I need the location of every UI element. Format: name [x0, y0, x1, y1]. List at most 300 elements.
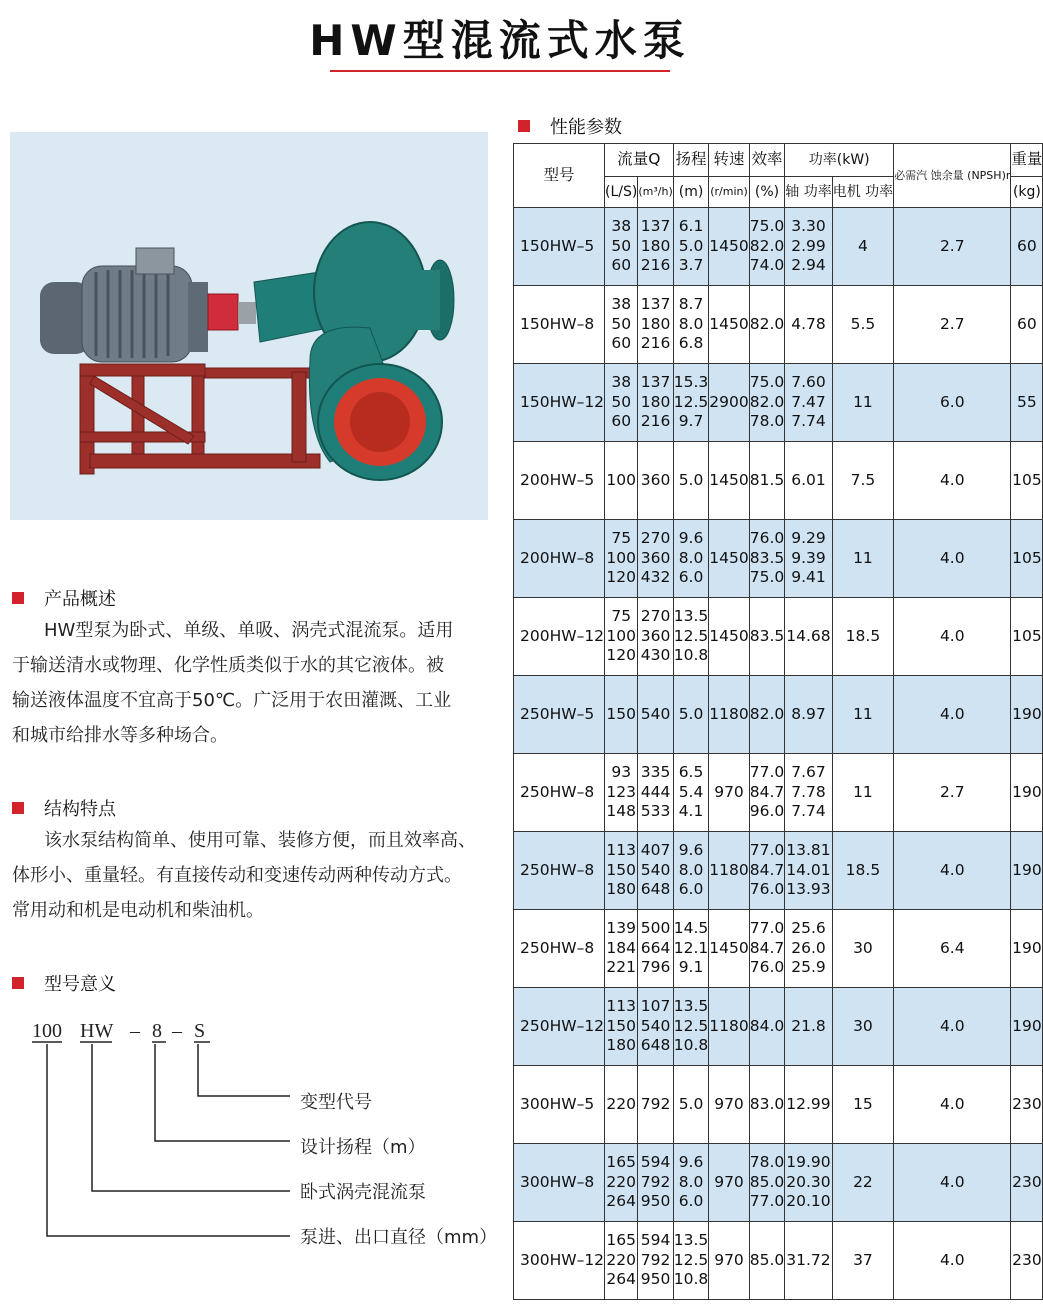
cell-value: 2.94 [791, 256, 826, 275]
cell-value: 8.0 [678, 860, 704, 879]
cell-value: 180 [606, 880, 636, 899]
cell-eff [749, 286, 785, 364]
cell-shaft [785, 208, 832, 286]
cell-weight: 60 [1011, 286, 1043, 364]
model-code-diagram [0, 1010, 510, 1270]
header-head: 扬程 [673, 144, 709, 177]
cell-npsh: 6.4 [894, 910, 1011, 988]
cell-value: 950 [640, 1270, 671, 1289]
cell-value: 8.7 [678, 295, 704, 314]
cell-value: 84.7 [749, 938, 785, 957]
header-power: 功率(kW) [785, 144, 894, 177]
cell-value: 75.0 [749, 217, 785, 236]
cell-value: 14.5 [673, 919, 709, 938]
cell-value: 500 [640, 919, 671, 938]
cell-npsh: 4.0 [894, 832, 1011, 910]
header-efficiency: 效率 [749, 144, 785, 177]
cell-model: 300HW–5 [514, 1066, 605, 1144]
cell-weight: 190 [1011, 832, 1043, 910]
table-row [514, 988, 1043, 1066]
cell-head [673, 1144, 709, 1222]
cell-model: 250HW–8 [514, 832, 605, 910]
cell-eff [749, 520, 785, 598]
cell-weight: 105 [1011, 442, 1043, 520]
header-speed-unit: (r/min) [709, 177, 749, 208]
bullet-square [12, 802, 24, 814]
cell-value: 10.8 [673, 1270, 709, 1289]
cell-motor: 4 [832, 208, 893, 286]
cell-value: 3.7 [678, 256, 704, 275]
cell-value: 25.6 [791, 919, 826, 938]
cell-head [673, 832, 709, 910]
cell-eff [749, 1222, 785, 1300]
motor [40, 248, 208, 362]
cell-value: 10.8 [673, 646, 709, 665]
cell-npsh: 6.0 [894, 364, 1011, 442]
cell-value: 77.0 [749, 763, 785, 782]
header-flow-ls: (L/S) [605, 177, 638, 208]
cell-value: 76.0 [749, 880, 785, 899]
section-heading-structure [12, 795, 116, 821]
cell-shaft [785, 676, 832, 754]
cell-speed: 970 [709, 754, 749, 832]
structure-text [12, 823, 498, 928]
cell-value: 7.60 [791, 373, 826, 392]
cell-value: 100 [606, 626, 636, 645]
cell-speed: 1180 [709, 676, 749, 754]
cell-m3h [638, 1066, 673, 1144]
cell-value: 83.5 [749, 626, 785, 645]
header-line: 功率 [803, 184, 832, 200]
cell-motor: 30 [832, 988, 893, 1066]
cell-weight: 55 [1011, 364, 1043, 442]
cell-value: 31.72 [786, 1250, 831, 1269]
cell-value: 220 [606, 1250, 636, 1269]
text-line: 该水泵结构简单、使用可靠、装修方便，而且效率高、 [44, 830, 476, 851]
cell-value: 84.0 [749, 1016, 785, 1035]
cell-value: 76.0 [749, 958, 785, 977]
cell-eff [749, 1144, 785, 1222]
header-line: 电机 [832, 184, 861, 200]
cell-value: 7.67 [791, 763, 826, 782]
cell-head [673, 910, 709, 988]
header-shaft-power [785, 177, 832, 208]
cell-speed: 1450 [709, 910, 749, 988]
cell-weight: 60 [1011, 208, 1043, 286]
cell-value: 113 [606, 841, 636, 860]
cell-value: 8.0 [678, 548, 704, 567]
cell-model: 150HW–5 [514, 208, 605, 286]
cell-value: 270 [640, 529, 671, 548]
cell-value: 7.78 [791, 782, 826, 801]
cell-motor: 7.5 [832, 442, 893, 520]
cell-motor: 18.5 [832, 832, 893, 910]
cell-value: 78.0 [749, 412, 785, 431]
cell-value: 15.3 [673, 373, 709, 392]
cell-value: 12.5 [673, 1016, 709, 1035]
cell-value: 60 [611, 256, 632, 275]
cell-value: 13.93 [786, 880, 831, 899]
header-head-unit: (m) [673, 177, 709, 208]
cell-ls [605, 442, 638, 520]
cell-weight: 190 [1011, 988, 1043, 1066]
cell-value: 6.8 [678, 334, 704, 353]
cell-npsh: 4.0 [894, 1222, 1011, 1300]
cell-value: 407 [640, 841, 671, 860]
cell-speed: 970 [709, 1066, 749, 1144]
cell-npsh: 4.0 [894, 1144, 1011, 1222]
cell-model: 250HW–8 [514, 910, 605, 988]
cell-value: 38 [611, 295, 632, 314]
cell-npsh: 4.0 [894, 442, 1011, 520]
table-row [514, 1222, 1043, 1300]
cell-value: 648 [640, 880, 671, 899]
cell-shaft [785, 910, 832, 988]
cell-value: 8.0 [678, 314, 704, 333]
cell-value: 796 [640, 958, 671, 977]
cell-ls [605, 598, 638, 676]
code-part-dash: – [130, 1020, 140, 1042]
cell-ls [605, 364, 638, 442]
cell-value: 594 [640, 1231, 671, 1250]
cell-value: 5.0 [678, 470, 704, 489]
cell-value: 216 [640, 412, 671, 431]
cell-value: 93 [611, 763, 632, 782]
cell-value: 38 [611, 217, 632, 236]
cell-value: 950 [640, 1192, 671, 1211]
header-npsh-unit: (NPSH)r [967, 168, 1011, 182]
cell-value: 77.0 [749, 841, 785, 860]
cell-value: 13.5 [673, 1231, 709, 1250]
cell-value: 12.1 [673, 938, 709, 957]
header-motor-power [832, 177, 893, 208]
cell-value: 165 [606, 1153, 636, 1172]
cell-motor: 11 [832, 754, 893, 832]
cell-ls [605, 910, 638, 988]
table-row [514, 754, 1043, 832]
cell-head [673, 754, 709, 832]
text-line: HW型泵为卧式、单级、单吸、涡壳式混流泵。适用 [44, 620, 454, 641]
cell-speed: 1450 [709, 598, 749, 676]
cell-shaft [785, 520, 832, 598]
cell-value: 180 [640, 236, 671, 255]
frame [80, 364, 320, 474]
cell-value: 12.5 [673, 626, 709, 645]
code-part-dash: – [172, 1020, 182, 1042]
cell-value: 20.10 [786, 1192, 831, 1211]
cell-value: 75.0 [749, 373, 785, 392]
cell-value: 335 [640, 763, 671, 782]
cell-value: 5.0 [678, 236, 704, 255]
cell-value: 184 [606, 938, 636, 957]
cell-m3h [638, 1222, 673, 1300]
header-model: 型号 [514, 144, 605, 208]
cell-shaft [785, 364, 832, 442]
cell-motor: 11 [832, 520, 893, 598]
cell-eff [749, 676, 785, 754]
cell-value: 180 [640, 392, 671, 411]
cell-value: 148 [606, 802, 636, 821]
section-heading-performance [518, 113, 622, 139]
table-row [514, 1066, 1043, 1144]
cell-value: 85.0 [749, 1172, 785, 1191]
cell-value: 3.30 [791, 217, 826, 236]
cell-speed: 970 [709, 1222, 749, 1300]
cell-weight: 190 [1011, 754, 1043, 832]
cell-model: 200HW–5 [514, 442, 605, 520]
cell-m3h [638, 1144, 673, 1222]
section-title: 产品概述 [44, 589, 116, 610]
cell-value: 12.5 [673, 1250, 709, 1269]
cell-shaft [785, 754, 832, 832]
page-title: HW型混流式水泵 [309, 16, 691, 65]
cell-value: 100 [606, 470, 636, 489]
text-line: 于输送清水或物理、化学性质类似于水的其它液体。被 [12, 655, 444, 676]
cell-weight: 230 [1011, 1144, 1043, 1222]
performance-table [513, 143, 1043, 1300]
cell-value: 9.39 [791, 548, 826, 567]
cell-speed: 970 [709, 1144, 749, 1222]
cell-motor: 22 [832, 1144, 893, 1222]
cell-value: 21.8 [791, 1016, 826, 1035]
cell-speed: 1450 [709, 442, 749, 520]
cell-value: 7.74 [791, 412, 826, 431]
cell-value: 150 [606, 1016, 636, 1035]
cell-value: 5.0 [678, 704, 704, 723]
cell-head [673, 1066, 709, 1144]
cell-head [673, 988, 709, 1066]
cell-npsh: 2.7 [894, 208, 1011, 286]
cell-motor: 18.5 [832, 598, 893, 676]
cell-head [673, 598, 709, 676]
title-underline [330, 70, 670, 72]
cell-value: 792 [640, 1172, 671, 1191]
cell-head [673, 364, 709, 442]
cell-eff [749, 1066, 785, 1144]
cell-value: 13.81 [786, 841, 831, 860]
cell-speed: 1180 [709, 988, 749, 1066]
cell-value: 75.0 [749, 568, 785, 587]
cell-value: 13.5 [673, 607, 709, 626]
header-npsh-line: 必需汽 [894, 168, 928, 182]
table-row [514, 598, 1043, 676]
table-body [514, 208, 1043, 1300]
cell-npsh: 4.0 [894, 988, 1011, 1066]
pump-photo [10, 132, 488, 520]
cell-m3h [638, 598, 673, 676]
cell-value: 6.01 [791, 470, 826, 489]
cell-value: 75 [611, 607, 632, 626]
cell-value: 137 [640, 373, 671, 392]
cell-ls [605, 754, 638, 832]
cell-value: 264 [606, 1192, 636, 1211]
cell-model: 200HW–12 [514, 598, 605, 676]
cell-shaft [785, 1144, 832, 1222]
cell-model: 250HW–8 [514, 754, 605, 832]
cell-value: 360 [640, 626, 671, 645]
cell-motor: 11 [832, 364, 893, 442]
cell-value: 20.30 [786, 1172, 831, 1191]
cell-value: 74.0 [749, 256, 785, 275]
cell-value: 792 [640, 1250, 671, 1269]
cell-m3h [638, 676, 673, 754]
header-line: 轴 [785, 184, 800, 200]
cell-value: 216 [640, 256, 671, 275]
cell-ls [605, 1222, 638, 1300]
cell-value: 137 [640, 295, 671, 314]
overview-text [12, 613, 498, 753]
pump-illustration [10, 132, 488, 520]
cell-value: 533 [640, 802, 671, 821]
cell-motor: 30 [832, 910, 893, 988]
cell-motor: 5.5 [832, 286, 893, 364]
header-weight: 重量 [1011, 144, 1043, 177]
cell-shaft [785, 286, 832, 364]
cell-shaft [785, 832, 832, 910]
cell-value: 100 [606, 548, 636, 567]
cell-eff [749, 832, 785, 910]
cell-value: 139 [606, 919, 636, 938]
header-weight-unit: (kg) [1011, 177, 1043, 208]
cell-head [673, 676, 709, 754]
cell-model: 150HW–12 [514, 364, 605, 442]
cell-value: 165 [606, 1231, 636, 1250]
cell-value: 9.7 [678, 412, 704, 431]
cell-head [673, 286, 709, 364]
code-part-head: 8 [152, 1020, 162, 1042]
cell-value: 6.0 [678, 880, 704, 899]
cell-value: 82.0 [749, 236, 785, 255]
table-row [514, 364, 1043, 442]
cell-speed: 1450 [709, 520, 749, 598]
cell-shaft [785, 1222, 832, 1300]
cell-m3h [638, 520, 673, 598]
label-pump-type: 卧式涡壳混流泵 [300, 1182, 426, 1203]
cell-value: 50 [611, 314, 632, 333]
table-row [514, 442, 1043, 520]
table-row [514, 286, 1043, 364]
cell-eff [749, 910, 785, 988]
cell-npsh: 2.7 [894, 754, 1011, 832]
leader-lines [32, 1042, 290, 1236]
cell-value: 180 [640, 314, 671, 333]
cell-value: 85.0 [749, 1250, 785, 1269]
cell-value: 10.8 [673, 1036, 709, 1055]
cell-eff [749, 754, 785, 832]
cell-npsh: 4.0 [894, 598, 1011, 676]
cell-value: 540 [640, 860, 671, 879]
cell-value: 8.97 [791, 704, 826, 723]
cell-value: 9.1 [678, 958, 704, 977]
cell-shaft [785, 1066, 832, 1144]
cell-value: 13.5 [673, 997, 709, 1016]
cell-value: 444 [640, 782, 671, 801]
section-heading-overview [12, 585, 116, 611]
cell-head [673, 520, 709, 598]
section-title: 性能参数 [550, 117, 622, 138]
cell-weight: 190 [1011, 910, 1043, 988]
table-row [514, 520, 1043, 598]
cell-value: 150 [606, 860, 636, 879]
cell-value: 82.0 [749, 392, 785, 411]
cell-value: 792 [640, 1094, 671, 1113]
cell-value: 432 [640, 568, 671, 587]
cell-value: 220 [606, 1172, 636, 1191]
cell-ls [605, 832, 638, 910]
cell-weight: 230 [1011, 1222, 1043, 1300]
cell-weight: 230 [1011, 1066, 1043, 1144]
cell-m3h [638, 910, 673, 988]
cell-value: 83.0 [749, 1094, 785, 1113]
header-npsh [894, 144, 1011, 208]
cell-value: 648 [640, 1036, 671, 1055]
cell-weight: 190 [1011, 676, 1043, 754]
cell-motor: 37 [832, 1222, 893, 1300]
bullet-square [12, 592, 24, 604]
coupling [208, 294, 238, 330]
cell-value: 60 [611, 334, 632, 353]
cell-value: 6.5 [678, 763, 704, 782]
cell-value: 4.78 [791, 314, 826, 333]
cell-value: 430 [640, 646, 671, 665]
cell-value: 123 [606, 782, 636, 801]
pump-body [254, 222, 454, 480]
cell-m3h [638, 754, 673, 832]
label-port-diameter: 泵进、出口直径（mm） [300, 1227, 498, 1248]
cell-value: 19.90 [786, 1153, 831, 1172]
cell-ls [605, 520, 638, 598]
cell-value: 6.0 [678, 1192, 704, 1211]
cell-value: 221 [606, 958, 636, 977]
cell-value: 664 [640, 938, 671, 957]
cell-shaft [785, 988, 832, 1066]
text-line: 和城市给排水等多种场合。 [12, 725, 228, 746]
text-line: 输送液体温度不宜高于50℃。广泛用于农田灌溉、工业 [12, 690, 452, 711]
cell-value: 360 [640, 470, 671, 489]
cell-value: 264 [606, 1270, 636, 1289]
code-part-diameter: 100 [32, 1020, 62, 1042]
header-line: 功率 [865, 184, 894, 200]
cell-value: 83.5 [749, 548, 785, 567]
cell-value: 6.1 [678, 217, 704, 236]
cell-value: 7.74 [791, 802, 826, 821]
cell-npsh: 4.0 [894, 1066, 1011, 1144]
cell-ls [605, 1144, 638, 1222]
cell-value: 76.0 [749, 529, 785, 548]
cell-value: 77.0 [749, 1192, 785, 1211]
table-row [514, 208, 1043, 286]
cell-m3h [638, 286, 673, 364]
bullet-square [12, 977, 24, 989]
cell-value: 540 [640, 1016, 671, 1035]
cell-value: 12.99 [786, 1094, 831, 1113]
cell-weight: 105 [1011, 520, 1043, 598]
label-variant: 变型代号 [300, 1092, 372, 1113]
cell-shaft [785, 598, 832, 676]
cell-shaft [785, 442, 832, 520]
cell-value: 5.4 [678, 782, 704, 801]
text-line: 体形小、重量轻。有直接传动和变速传动两种传动方式。 [12, 865, 462, 886]
cell-value: 82.0 [749, 314, 785, 333]
cell-value: 270 [640, 607, 671, 626]
cell-model: 300HW–8 [514, 1144, 605, 1222]
cell-eff [749, 208, 785, 286]
cell-ls [605, 1066, 638, 1144]
header-npsh-line: 蚀余量 [930, 168, 964, 182]
cell-npsh: 4.0 [894, 676, 1011, 754]
cell-ls [605, 676, 638, 754]
cell-m3h [638, 364, 673, 442]
